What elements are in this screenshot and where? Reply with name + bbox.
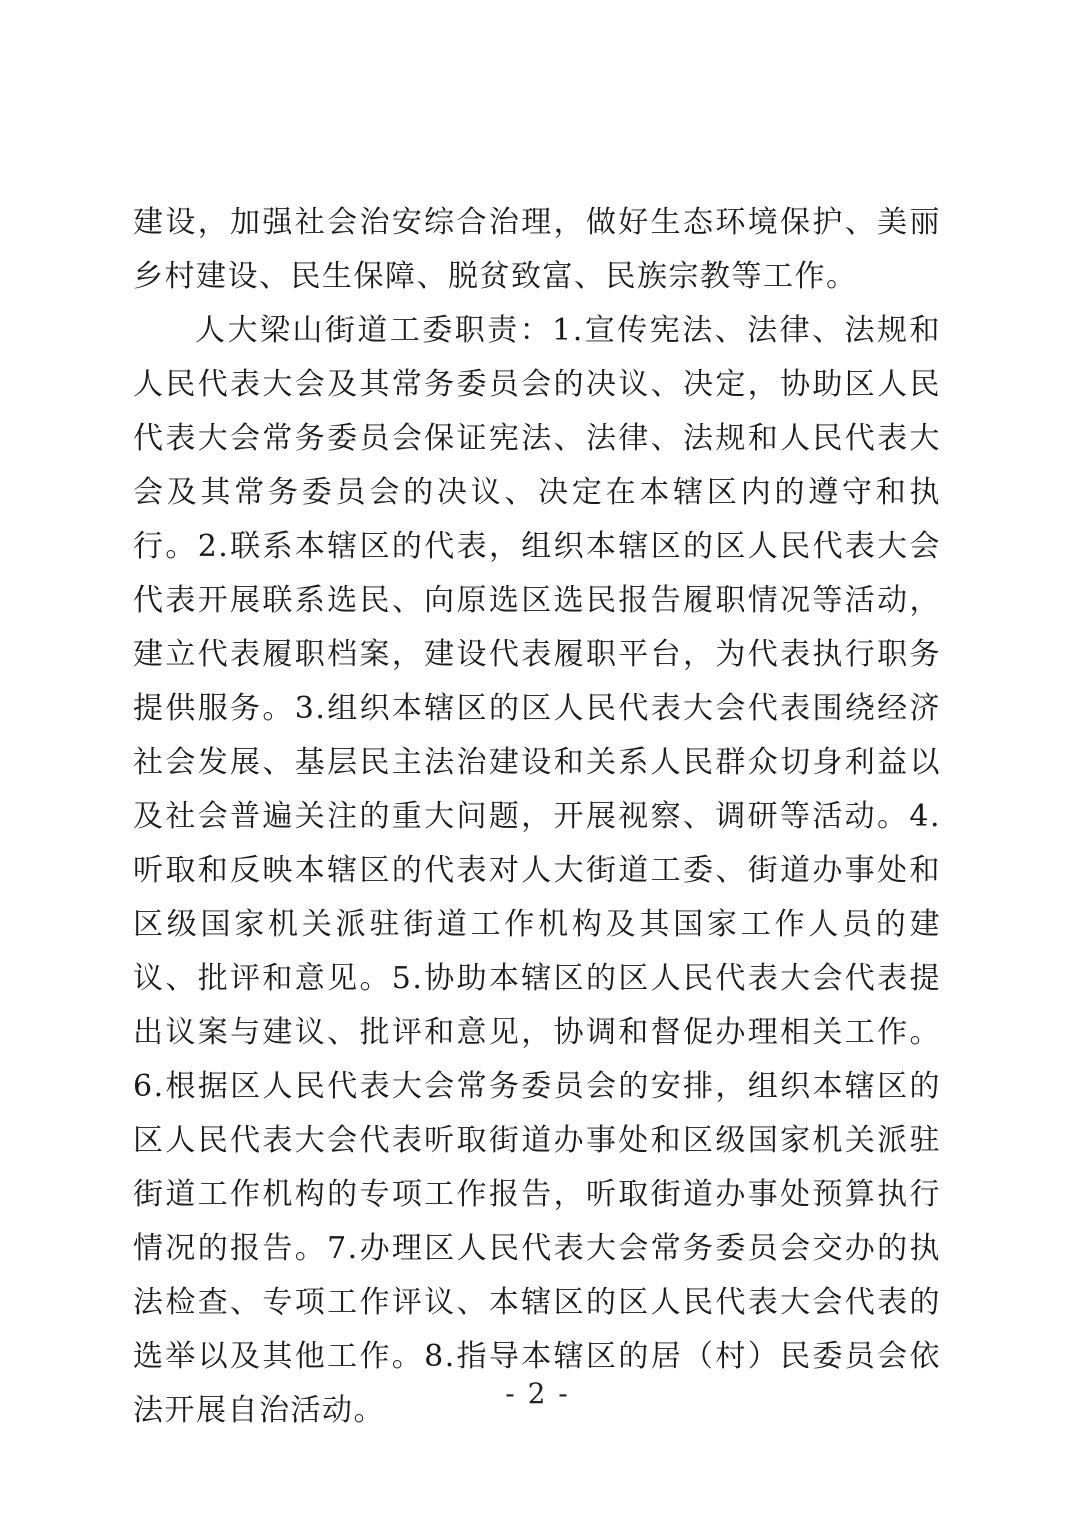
page-number: - 2 - (505, 1377, 570, 1410)
paragraph-continuation: 建设，加强社会治安综合治理，做好生态环境保护、美丽乡村建设、民生保障、脱贫致富、民族宗教等工作。 (133, 205, 941, 294)
paragraph-responsibilities: 人大梁山街道工委职责：1.宣传宪法、法律、法规和人民代表大会及其常务委员会的决议、决定，协助区人民代表大会常务委员会保证宪法、法律、法规和人民代表大会及其常务委员会的决议、决定在本辖区内的遵守和执行。2.联系本辖区的代表，组织本辖区的区人民代表大会代表开展联系选民、向原选区选民报告履职情况等活动，建立代表履职档案，建设代表履职平台，为代表执行职务提供服务。3.组织本辖区的区人民代表大会代表围绕经济社会发展、基层民主法治建设和关系人民群众切身利益以及社会普遍关注的重大问题，开展视察、调研等活动。4.听取和反映本辖区的代表对人大街道工委、街道办事处和区级国家机关派驻街道工作机构及其国家工作人员的建议、批评和意见。5.协助本辖区的区人民代表大会代表提出议案与建议、批评和意见，协调和督促办理相关工作。6.根据区人民代表大会常务委员会的安排，组织本辖区的区人民代表大会代表听取街道办事处和区级国家机关派驻街道工作机构的专项工作报告，听取街道办事处预算执行情况的报告。7.办理区人民代表大会常务委员会交办的执法检查、专项工作评议、本辖区的区人民代表大会代表的选举以及其他工作。8.指导本辖区的居（村）民委员会依法开展自治活动。 (133, 313, 941, 1428)
document-body (133, 196, 941, 1438)
